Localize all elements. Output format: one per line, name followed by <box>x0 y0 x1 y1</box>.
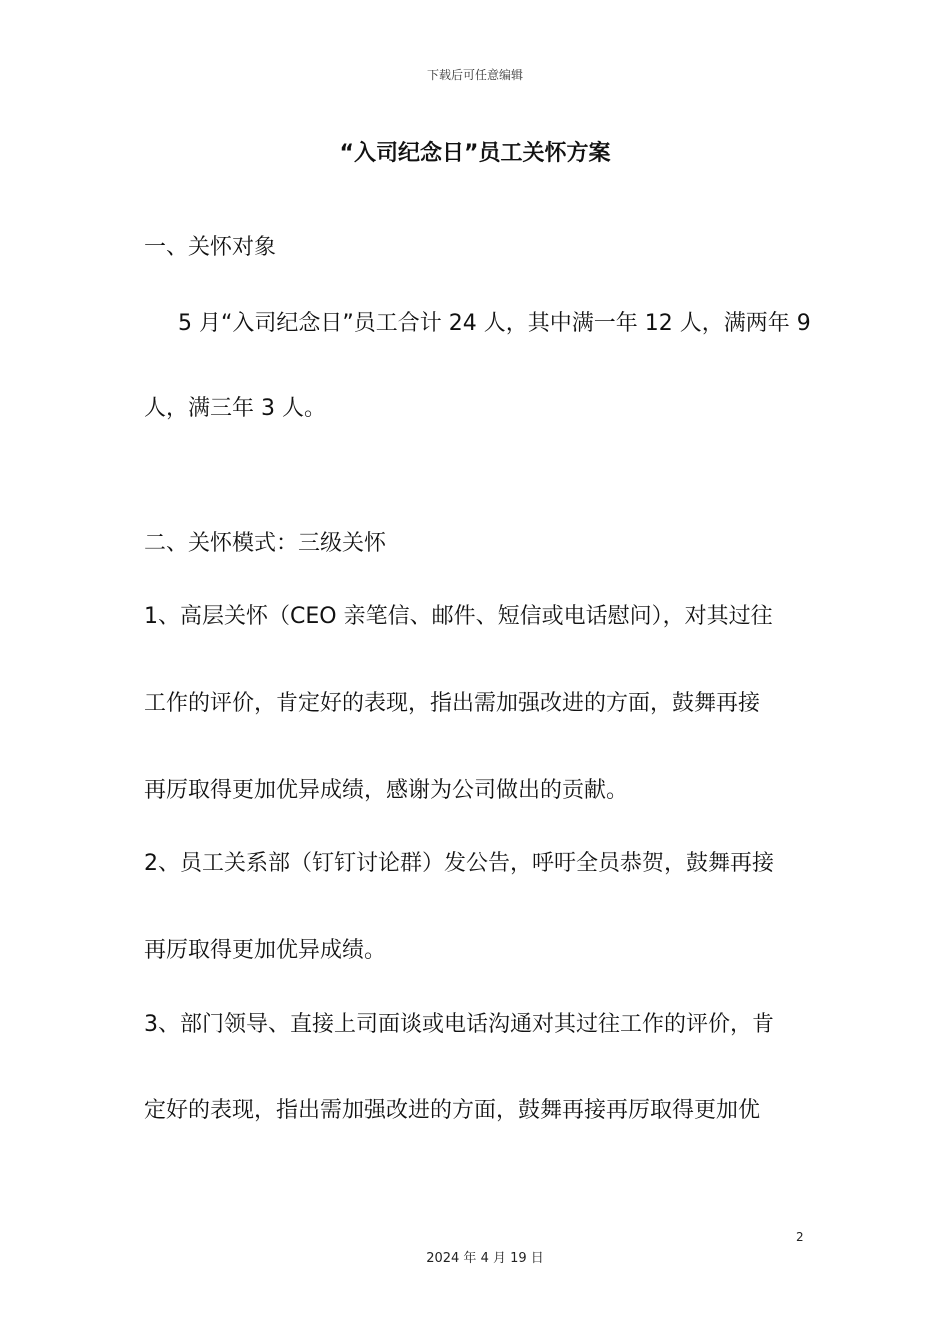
list-item-line: 定好的表现，指出需加强改进的方面，鼓舞再接再厉取得更加优 <box>144 1098 761 1123</box>
list-item-line: 再厉取得更加优异成绩，感谢为公司做出的贡献。 <box>144 778 629 803</box>
list-item-line: 工作的评价，肯定好的表现，指出需加强改进的方面，鼓舞再接 <box>144 691 761 716</box>
paragraph-line: 人，满三年 3 人。 <box>144 396 326 421</box>
section-heading-care-mode: 二、关怀模式：三级关怀 <box>144 531 387 556</box>
list-item-line: 3、部门领导、直接上司面谈或电话沟通对其过往工作的评价，肯 <box>144 1012 774 1037</box>
list-item-line: 再厉取得更加优异成绩。 <box>144 938 387 963</box>
list-item-line: 1、高层关怀（CEO 亲笔信、邮件、短信或电话慰问），对其过往 <box>144 604 773 629</box>
section-heading-care-targets: 一、关怀对象 <box>144 235 277 260</box>
header-note: 下载后可任意编辑 <box>426 68 523 82</box>
paragraph-line: 5 月“入司纪念日”员工合计 24 人，其中满一年 12 人，满两年 9 <box>178 311 811 336</box>
document-title: “入司纪念日”员工关怀方案 <box>339 141 611 166</box>
list-item-line: 2、员工关系部（钉钉讨论群）发公告，呼吁全员恭贺，鼓舞再接 <box>144 851 774 876</box>
page-number: 2 <box>796 1230 804 1244</box>
footer-date: 2024 年 4 月 19 日 <box>426 1251 544 1266</box>
